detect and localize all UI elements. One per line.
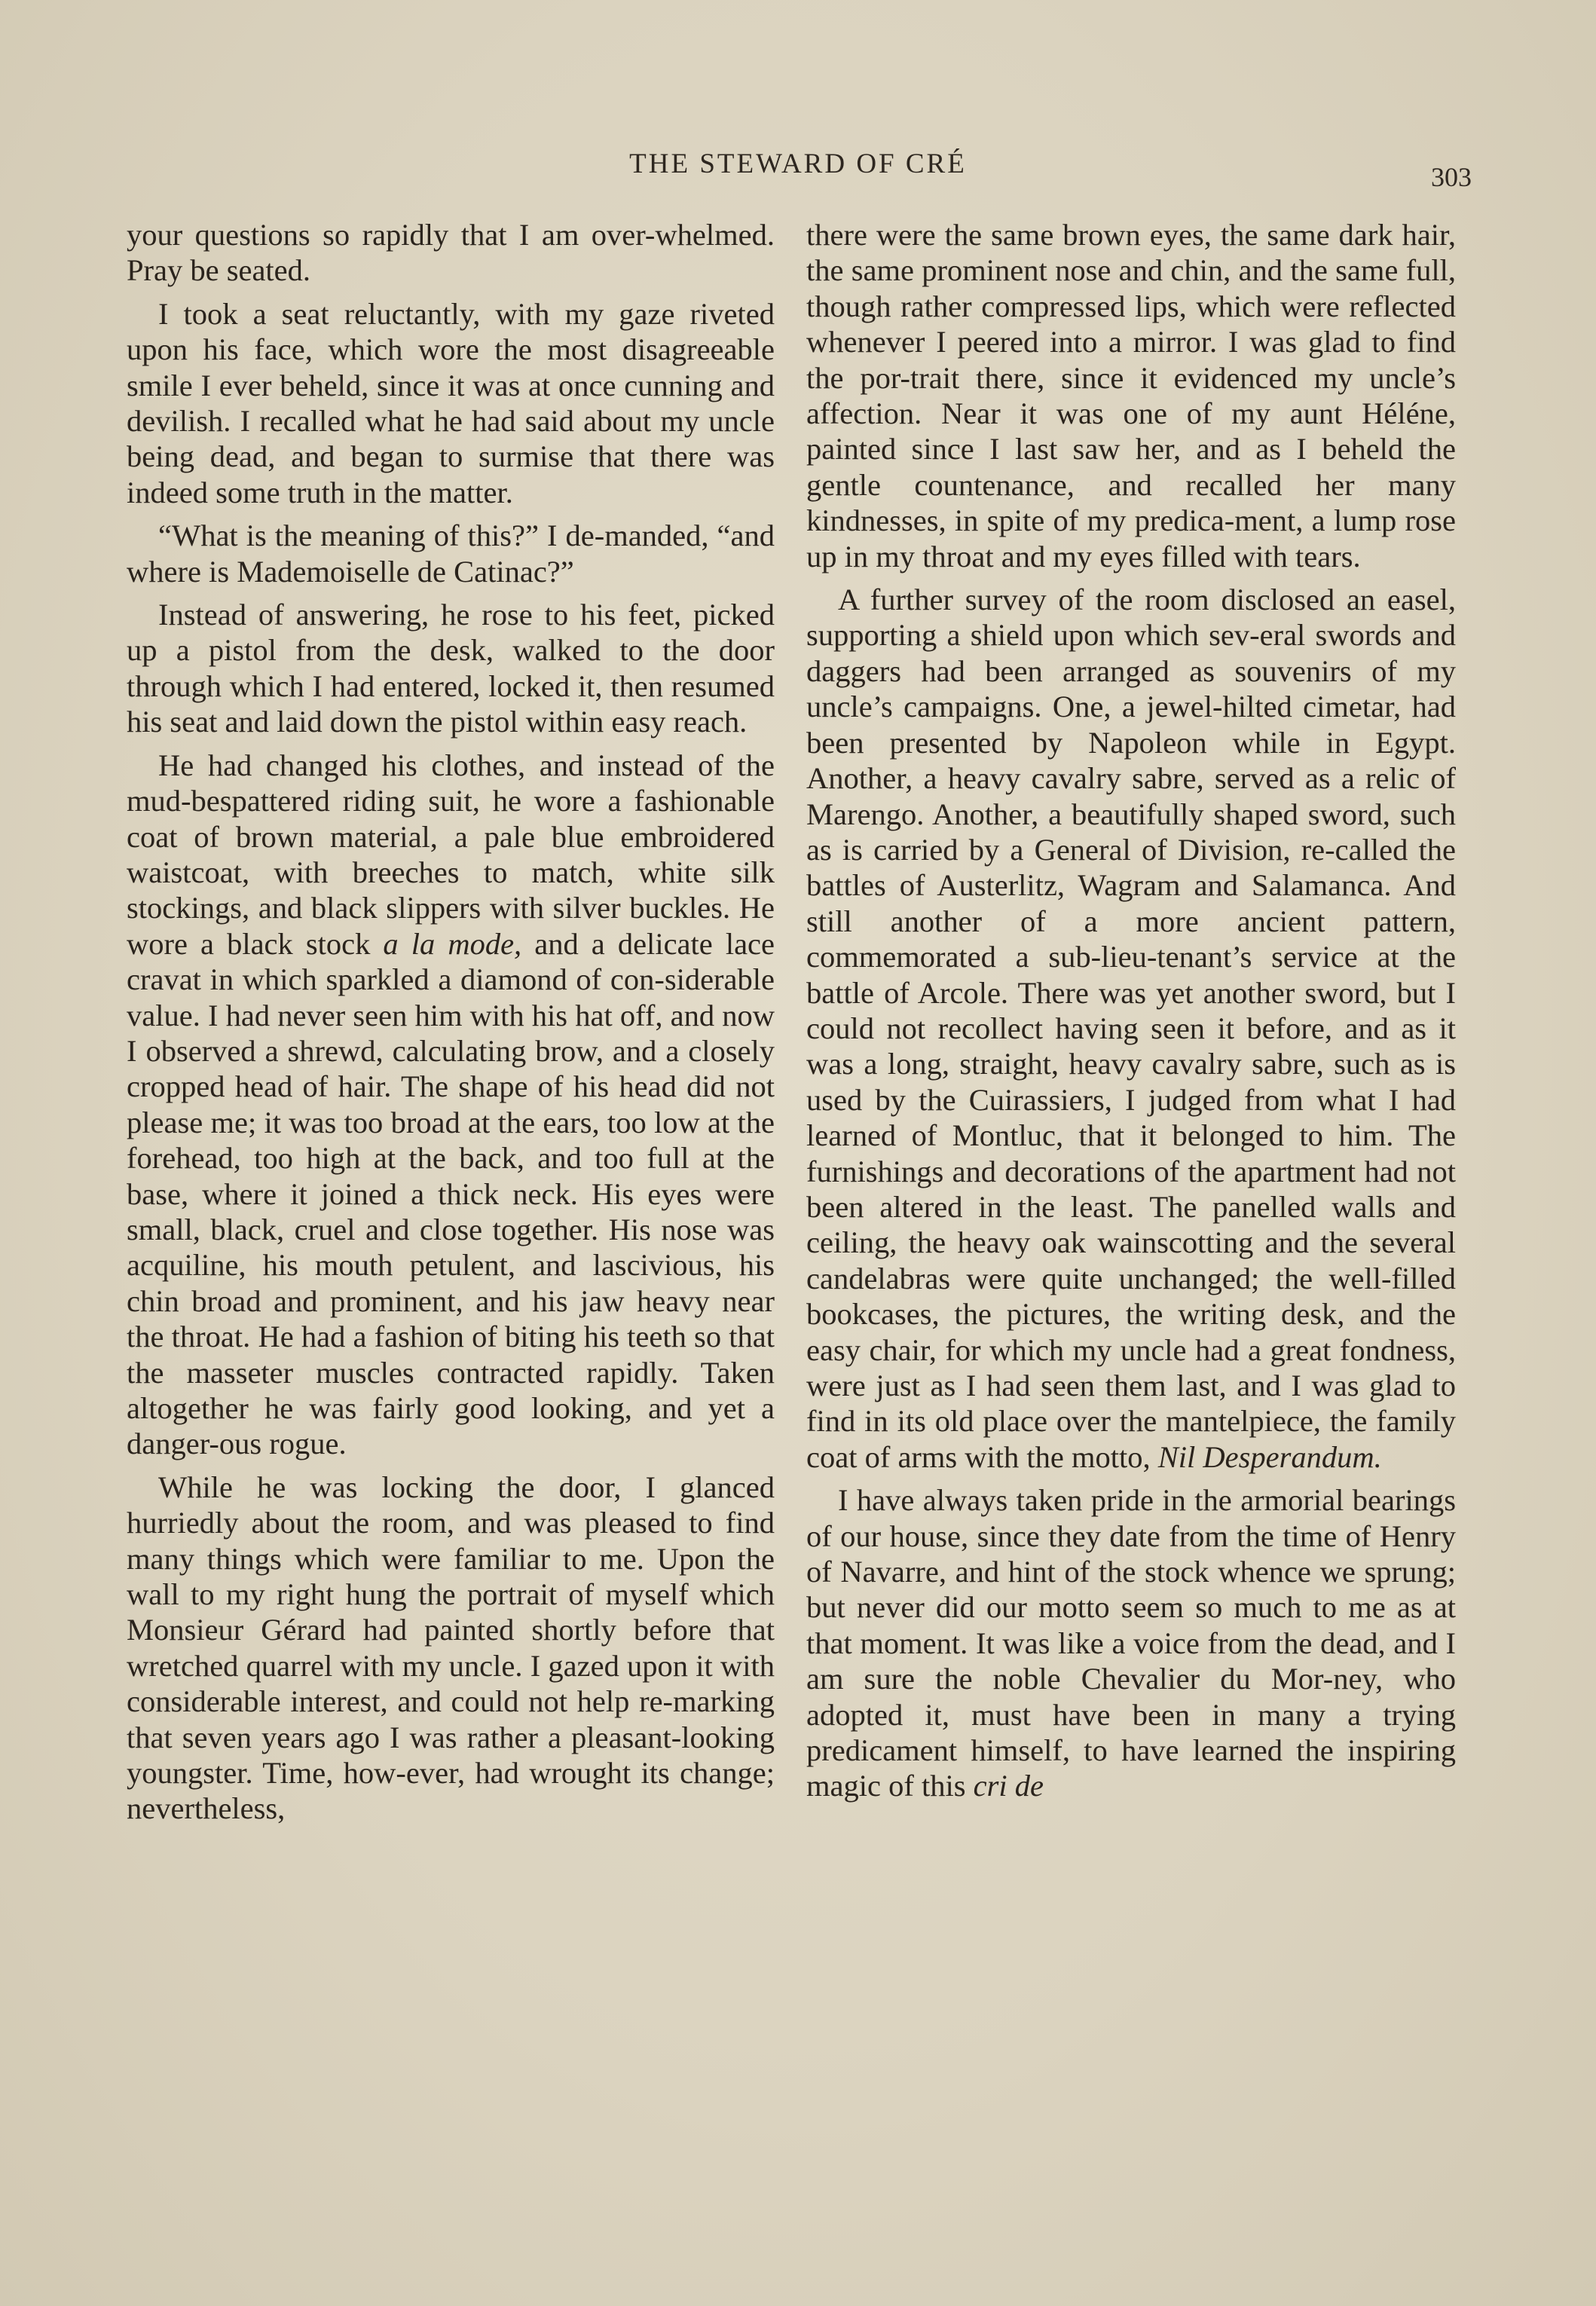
italic-phrase: cri de (973, 1769, 1044, 1803)
italic-phrase: a la mode, (383, 926, 522, 961)
paragraph-text: I have always taken pride in the armorial bearings of our house, since they date from the time of Henry of Navarre, and hint of the stock whence we sprung; but never did our motto seem so much to me as at that moment. It was like a voice from the dead, and I am sure the noble Chevalier du Mor-ney, who adopted it, must have been in many a trying predicament himself, to have learned the inspiring magic of this (806, 1483, 1456, 1803)
right-column (806, 217, 1456, 1812)
paragraph-text: He had changed his clothes, and instead of the mud-bespattered riding suit, he wore a fashionable coat of brown material, a pale blue embroidered waistcoat, with breeches to match, white silk stockings, and black slippers with silver buckles. He wore a black stock (127, 748, 775, 961)
motto: Nil Desperandum. (1157, 1439, 1382, 1474)
paragraph: While he was locking the door, I glanced hurriedly about the room, and was pleased to find many things which were familiar to me. Upon the wall to my right hung the portrait of myself which Monsieur Gérard had painted shortly before that wretched quarrel with my uncle. I gazed upon it with considerable interest, and could not help re-marking that seven years ago I was rather a pleasant-looking youngster. Time, how-ever, had wrought its change; nevertheless, (127, 1470, 775, 1826)
paragraph-text: A further survey of the room disclosed an easel, supporting a shield upon which sev-eral swords and daggers had been arranged as souvenirs of my uncle’s campaigns. One, a jewel-hilted cimetar, had been presented by Napoleon while in Egypt. Another, a heavy cavalry sabre, served as a relic of Marengo. Another, a beautifully shaped sword, such as is carried by a General of Division, re-called the battles of Austerlitz, Wagram and Salamanca. And still another of a more ancient pattern, commemorated a sub-lieu-tenant’s service at the battle of Arcole. There was yet another sword, but I could not recollect having seen it before, and as it was a long, straight, heavy cavalry sabre, such as is used by the Cuirassiers, I judged from what I had learned of Montluc, that it belonged to him. The furnishings and decorations of the apartment had not been altered in the least. The panelled walls and ceiling, the heavy oak wainscotting and the several candelabras were quite unchanged; the well-filled bookcases, the pictures, the writing desk, and the easy chair, for which my uncle had a great fondness, were just as I had seen them last, and I was glad to find in its old place over the mantelpiece, the family coat of arms with the motto, (806, 583, 1456, 1474)
paragraph (806, 1482, 1456, 1804)
paragraph: there were the same brown eyes, the same dark hair, the same prominent nose and chin, and the same full, though rather compressed lips, which were reflected whenever I peered into a mirror. I was glad to find the por-trait there, since it evidenced my uncle’s affection. Near it was one of my aunt Héléne, painted since I last saw her, and as I beheld the gentle countenance, and recalled her many kindnesses, in spite of my predica-ment, a lump rose up in my throat and my eyes filled with tears. (806, 218, 1456, 573)
paragraph: your questions so rapidly that I am over-whelmed. Pray be seated. (127, 218, 775, 288)
paragraph: I took a seat reluctantly, with my gaze riveted upon his face, which wore the most disagreeable smile I ever beheld, since it was at once cunning and devilish. I recalled what he had said about my uncle being dead, and began to surmise that there was indeed some truth in the matter. (127, 296, 775, 509)
paragraph-text: and a delicate lace cravat in which sparkled a diamond of con-siderable value. I had never seen him with his hat off, and now I observed a shrewd, calculating brow, and a closely cropped head of hair. The shape of his head did not please me; it was too broad at the ears, too low at the forehead, too high at the back, and too full at the base, where it joined a thick neck. His eyes were small, black, cruel and close together. His nose was acquiline, his mouth petulent, and lascivious, his chin broad and prominent, and his jaw heavy near the throat. He had a fashion of biting his teeth so that the masseter muscles contracted rapidly. Taken altogether he was fairly good looking, and yet a danger-ous rogue. (127, 926, 775, 1461)
paragraph: Instead of answering, he rose to his feet, picked up a pistol from the desk, walked to the door through which I had entered, locked it, then resumed his seat and laid down the pistol within easy reach. (127, 598, 775, 739)
page-number: 303 (1431, 162, 1472, 192)
paragraph (127, 748, 775, 1462)
left-column (127, 217, 775, 1834)
running-head (0, 148, 1596, 193)
paragraph: “What is the meaning of this?” I de-manded, “and where is Mademoiselle de Catinac?” (127, 518, 775, 589)
paragraph (806, 582, 1456, 1475)
running-title: THE STEWARD OF CRÉ (629, 148, 967, 179)
